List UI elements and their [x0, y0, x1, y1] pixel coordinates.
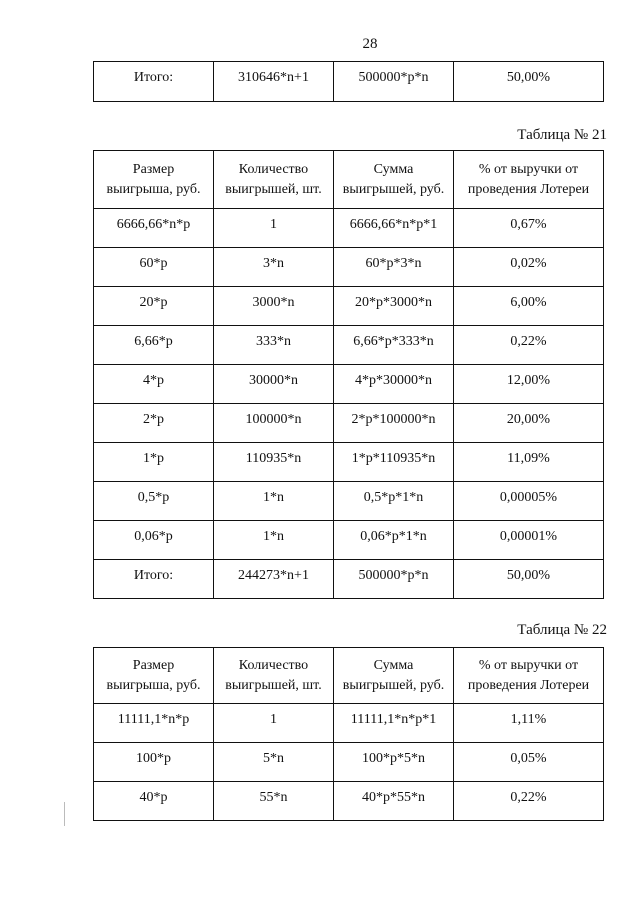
- table-row: [94, 443, 604, 482]
- total-percent-cell: 50,00%: [454, 62, 604, 102]
- table-cell: 6,66*p*333*n: [334, 326, 454, 365]
- table-cell: 500000*p*n: [334, 560, 454, 599]
- table-row: [94, 521, 604, 560]
- table-cell: 0,02%: [454, 248, 604, 287]
- table-cell: 1*n: [214, 521, 334, 560]
- table-cell: 0,05%: [454, 743, 604, 782]
- table-cell: 0,22%: [454, 782, 604, 821]
- total-row: [94, 62, 604, 102]
- table-cell: 3000*n: [214, 287, 334, 326]
- table-cell: 100000*n: [214, 404, 334, 443]
- table-row: [94, 209, 604, 248]
- table-cell: 0,00005%: [454, 482, 604, 521]
- table21: [93, 150, 604, 599]
- header-cell-prize-sum: Сумма выигрышей, руб.: [334, 648, 454, 704]
- table-cell: 0,67%: [454, 209, 604, 248]
- table-cell: Итого:: [94, 560, 214, 599]
- table-cell: 100*p*5*n: [334, 743, 454, 782]
- table-cell: 1*n: [214, 482, 334, 521]
- table22-caption: Таблица № 22: [517, 622, 607, 638]
- table-cell: 0,06*p*1*n: [334, 521, 454, 560]
- table-cell: 110935*n: [214, 443, 334, 482]
- table-row: [94, 482, 604, 521]
- carryover-total-table: [93, 61, 604, 102]
- header-cell-prize-size: Размер выигрыша, руб.: [94, 648, 214, 704]
- table-cell: 0,06*p: [94, 521, 214, 560]
- table-cell: 100*p: [94, 743, 214, 782]
- table-cell: 60*p: [94, 248, 214, 287]
- table-cell: 20*p*3000*n: [334, 287, 454, 326]
- table-cell: 333*n: [214, 326, 334, 365]
- table-header-row: [94, 151, 604, 209]
- table-cell: 0,22%: [454, 326, 604, 365]
- table-cell: 55*n: [214, 782, 334, 821]
- table-cell: 0,00001%: [454, 521, 604, 560]
- table22: [93, 647, 604, 821]
- table-cell: 1: [214, 209, 334, 248]
- table-cell: 11,09%: [454, 443, 604, 482]
- table-cell: 1*p*110935*n: [334, 443, 454, 482]
- table-row: [94, 704, 604, 743]
- page-number: 28: [362, 36, 378, 52]
- header-cell-prize-sum: Сумма выигрышей, руб.: [334, 151, 454, 209]
- table-row: [94, 248, 604, 287]
- table-header-row: [94, 648, 604, 704]
- table-cell: 12,00%: [454, 365, 604, 404]
- table-cell: 0,5*p: [94, 482, 214, 521]
- table-cell: 6,00%: [454, 287, 604, 326]
- table-cell: 20*p: [94, 287, 214, 326]
- table-cell: 11111,1*n*p: [94, 704, 214, 743]
- table-cell: 20,00%: [454, 404, 604, 443]
- table-cell: 30000*n: [214, 365, 334, 404]
- table-row: [94, 365, 604, 404]
- table-row: [94, 326, 604, 365]
- table-cell: 6666,66*n*p*1: [334, 209, 454, 248]
- header-cell-prize-count: Количество выигрышей, шт.: [214, 151, 334, 209]
- table21-caption: Таблица № 21: [517, 127, 607, 143]
- table-cell: 244273*n+1: [214, 560, 334, 599]
- table-cell: 0,5*p*1*n: [334, 482, 454, 521]
- table-cell: 2*p*100000*n: [334, 404, 454, 443]
- table-cell: 1*p: [94, 443, 214, 482]
- table-cell: 2*p: [94, 404, 214, 443]
- table-row: [94, 743, 604, 782]
- table-cell: 6,66*p: [94, 326, 214, 365]
- header-cell-revenue-percent: % от выручки от проведения Лотереи: [454, 648, 604, 704]
- header-cell-prize-size: Размер выигрыша, руб.: [94, 151, 214, 209]
- scan-artifact-mark: [64, 802, 65, 826]
- header-cell-prize-count: Количество выигрышей, шт.: [214, 648, 334, 704]
- table-cell: 3*n: [214, 248, 334, 287]
- table-total-row: [94, 560, 604, 599]
- table-cell: 11111,1*n*p*1: [334, 704, 454, 743]
- table-cell: 40*p: [94, 782, 214, 821]
- table-cell: 6666,66*n*p: [94, 209, 214, 248]
- table-cell: 60*p*3*n: [334, 248, 454, 287]
- table-cell: 1: [214, 704, 334, 743]
- header-cell-revenue-percent: % от выручки от проведения Лотереи: [454, 151, 604, 209]
- table-row: [94, 782, 604, 821]
- table-row: [94, 404, 604, 443]
- table-cell: 5*n: [214, 743, 334, 782]
- total-sum-cell: 500000*p*n: [334, 62, 454, 102]
- total-label-cell: Итого:: [94, 62, 214, 102]
- table-cell: 1,11%: [454, 704, 604, 743]
- table-cell: 4*p*30000*n: [334, 365, 454, 404]
- total-count-cell: 310646*n+1: [214, 62, 334, 102]
- table-cell: 50,00%: [454, 560, 604, 599]
- table-cell: 4*p: [94, 365, 214, 404]
- table-row: [94, 287, 604, 326]
- table-cell: 40*p*55*n: [334, 782, 454, 821]
